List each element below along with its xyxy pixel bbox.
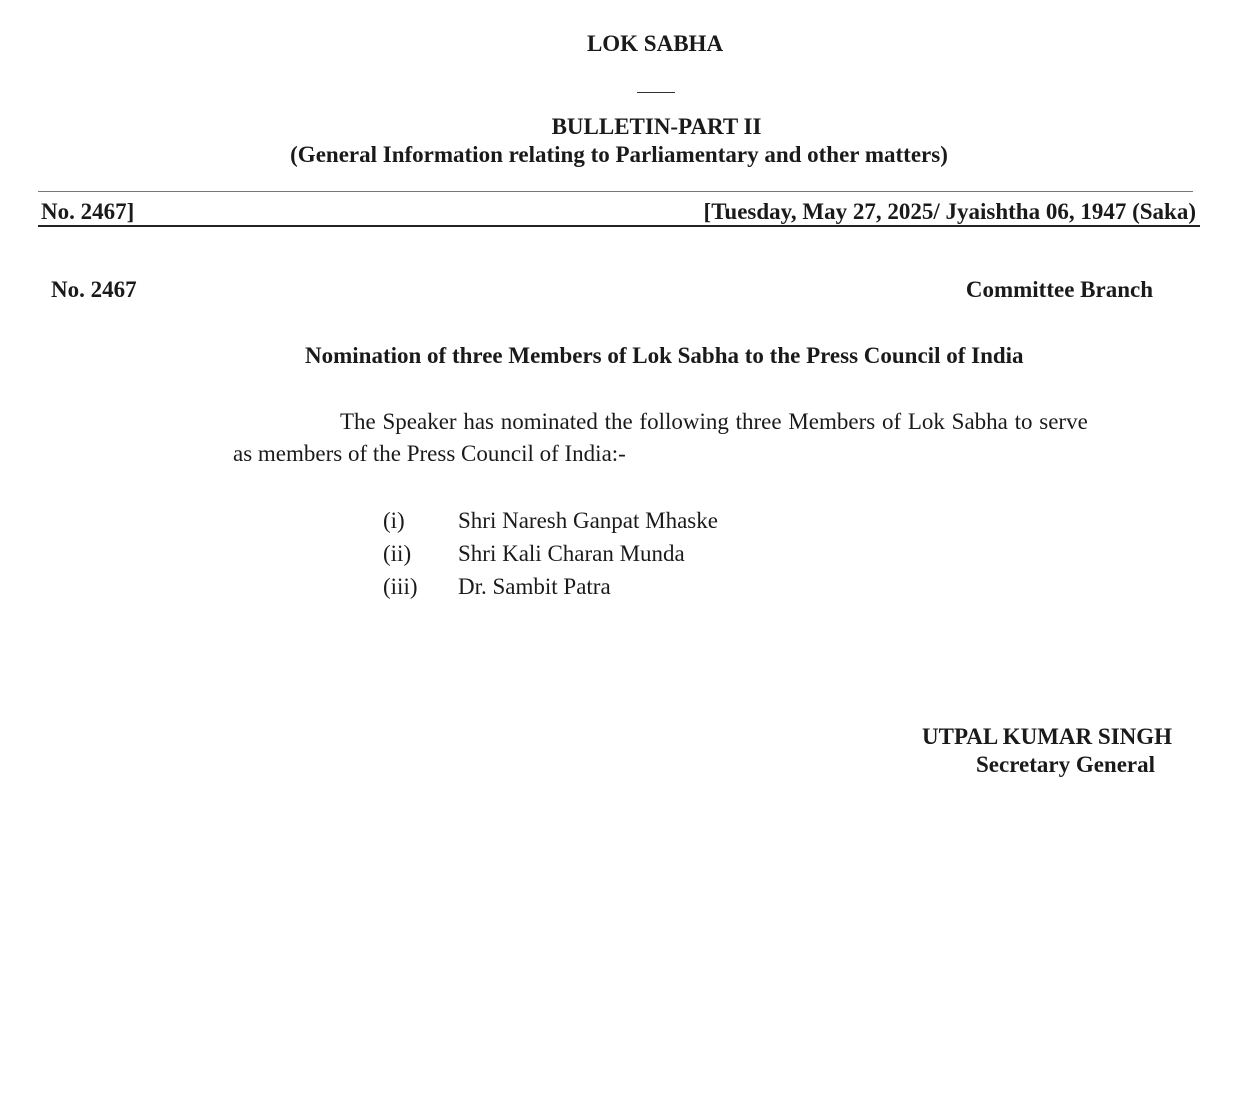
title-divider [637,92,675,93]
header-top-rule [38,191,1193,192]
org-title: LOK SABHA [586,31,724,56]
bulletin-number: No. 2467] [41,199,135,224]
bulletin-date: [Tuesday, May 27, 2025/ Jyaishtha 06, 1947 (Saka) [703,199,1196,224]
notice-paragraph-line-1: The Speaker has nominated the following three Members of Lok Sabha to serve [340,409,1088,434]
list-item-number: (iii) [383,574,418,599]
notice-paragraph-line-2: as members of the Press Council of India:- [233,441,626,466]
branch-name: Committee Branch [965,277,1153,302]
member-name: Shri Kali Charan Munda [458,541,685,566]
member-name: Dr. Sambit Patra [458,574,611,599]
signatory-name: UTPAL KUMAR SINGH [922,724,1173,749]
header-bottom-rule [38,225,1200,227]
notice-title: Nomination of three Members of Lok Sabha to the Press Council of India [305,343,1024,368]
signatory-title: Secretary General [976,752,1156,777]
bulletin-title: BULLETIN-PART II [551,114,762,139]
list-item-number: (ii) [383,541,412,566]
list-item-number: (i) [383,508,405,533]
member-name: Shri Naresh Ganpat Mhaske [458,508,718,533]
notice-number: No. 2467 [51,277,137,302]
bulletin-subtitle: (General Information relating to Parliamentary and other matters) [290,142,948,167]
